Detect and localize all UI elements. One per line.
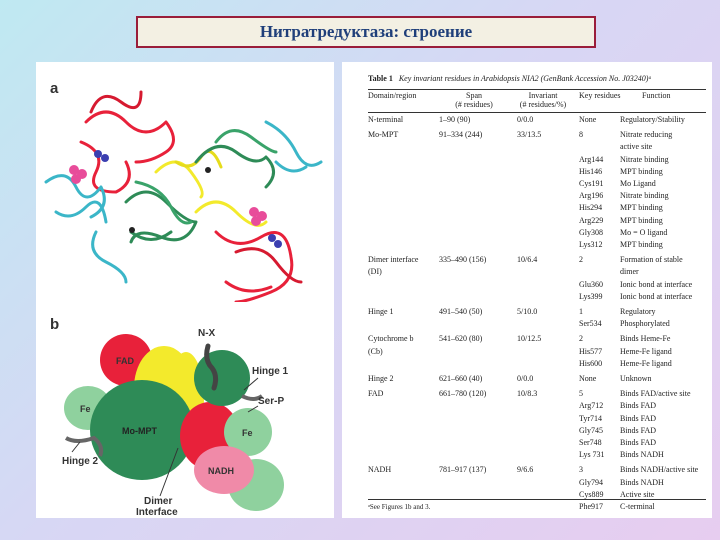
cell-function: Nitrate reducing xyxy=(620,130,673,140)
cell-domain: Hinge 1 xyxy=(368,307,394,316)
cell-domain: Hinge 2 xyxy=(368,374,394,383)
cell-function: Binds FAD xyxy=(620,401,657,411)
table-row xyxy=(342,115,712,126)
cell-function: Binds NADH xyxy=(620,450,664,460)
cell-key-residues: Ser748 xyxy=(579,438,602,447)
table-row xyxy=(342,359,712,370)
cell-function: dimer xyxy=(620,267,639,277)
figure-label-b: b xyxy=(50,316,60,333)
cell-key-residues: Arg712 xyxy=(579,401,604,411)
label-nx: N-X xyxy=(198,328,216,339)
table-row xyxy=(342,203,712,214)
table-header-key: Key residues xyxy=(579,91,621,100)
table-rule-bottom xyxy=(368,499,706,500)
cell-domain: Mo-MPT xyxy=(368,130,399,140)
table-row xyxy=(342,319,712,330)
cell-span: 91–334 (244) xyxy=(439,130,483,140)
cell-key-residues: His577 xyxy=(579,346,603,356)
table-header-span: Span (# residues) xyxy=(455,91,493,109)
cell-key-residues: Arg144 xyxy=(579,154,604,164)
table-row xyxy=(342,255,712,266)
label-mompt: Mo-MPT xyxy=(122,426,157,436)
cell-function: Mo Ligand xyxy=(620,179,656,188)
table-row xyxy=(342,389,712,400)
table-header-domain: Domain/region xyxy=(368,91,417,100)
table-footnote: ᵃSee Figures 1b and 3. xyxy=(368,503,431,511)
cell-function: Binds FAD/active site xyxy=(620,389,691,399)
cell-function: Active site xyxy=(620,489,655,499)
cell-function: Binds NADH/active site xyxy=(620,465,699,475)
cell-function: Mo = O ligand xyxy=(620,227,668,237)
label-fe-left: Fe xyxy=(80,404,91,414)
label-interface: Interface xyxy=(136,507,178,518)
slide-title: Нитратредуктаза: строение xyxy=(259,22,473,41)
table-caption xyxy=(368,74,652,83)
slide-title-box xyxy=(136,16,596,48)
cell-span: 541–620 (80) xyxy=(439,334,483,344)
cell-function: Phosphorylated xyxy=(620,319,670,329)
cell-key-residues: 3 xyxy=(579,465,583,475)
label-fe-right: Fe xyxy=(242,428,253,438)
table-rule-top xyxy=(368,89,706,90)
cell-key-residues: Gly745 xyxy=(579,425,603,435)
cell-key-residues: His600 xyxy=(579,358,603,368)
table-row xyxy=(342,347,712,358)
cell-key-residues: 1 xyxy=(579,307,583,316)
table-row xyxy=(342,426,712,437)
label-nadh: NADH xyxy=(208,466,234,476)
cell-invariant: 10/6.4 xyxy=(517,255,538,265)
table-row xyxy=(342,307,712,318)
table-row xyxy=(342,167,712,178)
cell-key-residues: Ser534 xyxy=(579,319,602,329)
cell-key-residues: Arg196 xyxy=(579,191,604,201)
residue-table-panel xyxy=(342,62,712,518)
table-row xyxy=(342,240,712,251)
domain-diagram xyxy=(36,318,334,518)
cell-domain: (Cb) xyxy=(368,346,383,356)
table-caption-bold: Table 1 xyxy=(368,74,393,83)
protein-figure-panel xyxy=(36,62,334,518)
figure-label-a: a xyxy=(50,80,59,97)
table-row xyxy=(342,267,712,278)
cell-invariant: 0/0.0 xyxy=(517,374,534,383)
table-row xyxy=(342,155,712,166)
cell-function: Binds NADH xyxy=(620,477,664,487)
table-row xyxy=(342,216,712,227)
cell-span: 491–540 (50) xyxy=(439,307,483,316)
cell-function: MPT binding xyxy=(620,215,663,225)
cell-invariant: 10/8.3 xyxy=(517,389,538,399)
cell-function: MPT binding xyxy=(620,203,663,213)
cell-function: Binds FAD xyxy=(620,438,657,447)
cell-function: MPT binding xyxy=(620,240,663,249)
cell-function: Formation of stable xyxy=(620,255,683,265)
cell-key-residues: Gly794 xyxy=(579,477,603,487)
table-row xyxy=(342,334,712,345)
cell-function: Regulatory xyxy=(620,307,656,316)
cell-domain: Cytochrome b xyxy=(368,334,414,344)
table-header-invariant: Invariant (# residues/%) xyxy=(519,91,567,109)
cell-key-residues: Gly308 xyxy=(579,227,603,237)
table-row xyxy=(342,478,712,489)
cell-key-residues: Glu360 xyxy=(579,279,603,289)
cell-function: Ionic bond at interface xyxy=(620,279,693,289)
cell-key-residues: Arg229 xyxy=(579,215,604,225)
cell-span: 781–917 (137) xyxy=(439,465,487,475)
table-row xyxy=(342,450,712,461)
cell-key-residues: Lys399 xyxy=(579,291,603,301)
cell-key-residues: 2 xyxy=(579,334,583,344)
label-dimer: Dimer xyxy=(144,496,173,507)
cell-invariant: 10/12.5 xyxy=(517,334,542,344)
protein-ribbon-structure xyxy=(36,62,334,302)
cell-function: Binds Heme-Fe xyxy=(620,334,671,344)
cell-function: Unknown xyxy=(620,374,652,383)
cell-invariant: 5/10.0 xyxy=(517,307,538,316)
cell-key-residues: 5 xyxy=(579,389,583,399)
cell-key-residues: His146 xyxy=(579,166,603,176)
cell-function: active site xyxy=(620,142,653,152)
table-row xyxy=(342,228,712,239)
label-fad: FAD xyxy=(116,356,134,366)
cell-key-residues: Tyr714 xyxy=(579,413,602,423)
cell-function: Heme-Fe ligand xyxy=(620,358,672,368)
cell-function: Nitrate binding xyxy=(620,191,669,201)
cell-function: C-terminal xyxy=(620,502,655,511)
table-header-function: Function xyxy=(642,91,671,100)
cell-function: Regulatory/Stability xyxy=(620,115,685,124)
label-hinge2: Hinge 2 xyxy=(62,456,99,467)
cell-function: MPT binding xyxy=(620,166,663,176)
cell-key-residues: Lys312 xyxy=(579,240,603,249)
leader-hinge2 xyxy=(72,442,80,452)
cell-key-residues: 2 xyxy=(579,255,583,265)
cell-function: Nitrate binding xyxy=(620,154,669,164)
cell-key-residues: Lys 731 xyxy=(579,450,605,460)
cell-span: 661–780 (120) xyxy=(439,389,487,399)
cell-function: Ionic bond at interface xyxy=(620,291,693,301)
cell-function: Binds FAD xyxy=(620,413,657,423)
cell-domain: Dimer interface xyxy=(368,255,419,265)
cell-domain: FAD xyxy=(368,389,384,399)
cell-span: 1–90 (90) xyxy=(439,115,471,124)
table-row xyxy=(342,401,712,412)
cell-domain: N-terminal xyxy=(368,115,404,124)
cell-invariant: 0/0.0 xyxy=(517,115,534,124)
table-row xyxy=(342,179,712,190)
cell-key-residues: Cys889 xyxy=(579,489,604,499)
table-row xyxy=(342,292,712,303)
table-rule-header xyxy=(368,112,706,113)
table-row xyxy=(342,438,712,449)
cell-span: 621–660 (40) xyxy=(439,374,483,383)
cell-function: Binds FAD xyxy=(620,425,657,435)
table-row xyxy=(342,280,712,291)
cell-domain: (DI) xyxy=(368,267,382,277)
table-row xyxy=(342,374,712,385)
table-row xyxy=(342,465,712,476)
cell-key-residues: None xyxy=(579,115,597,124)
cell-key-residues: His294 xyxy=(579,203,603,213)
table-row xyxy=(342,130,712,141)
cell-invariant: 33/13.5 xyxy=(517,130,542,140)
cell-span: 335–490 (156) xyxy=(439,255,487,265)
cell-domain: NADH xyxy=(368,465,392,475)
cell-key-residues: Cys191 xyxy=(579,179,604,188)
label-hinge1: Hinge 1 xyxy=(252,366,289,377)
table-row xyxy=(342,191,712,202)
cell-key-residues: 8 xyxy=(579,130,583,140)
table-row xyxy=(342,142,712,153)
table-row xyxy=(342,414,712,425)
label-serp: Ser-P xyxy=(258,396,285,407)
cell-function: Heme-Fe ligand xyxy=(620,346,672,356)
cell-key-residues: Phe917 xyxy=(579,502,603,511)
cell-invariant: 9/6.6 xyxy=(517,465,534,475)
table-caption-italic: Key invariant residues in Arabidopsis NIA2 (GenBank Accession No. J03240)ᵃ xyxy=(398,74,652,83)
cell-key-residues: None xyxy=(579,374,597,383)
